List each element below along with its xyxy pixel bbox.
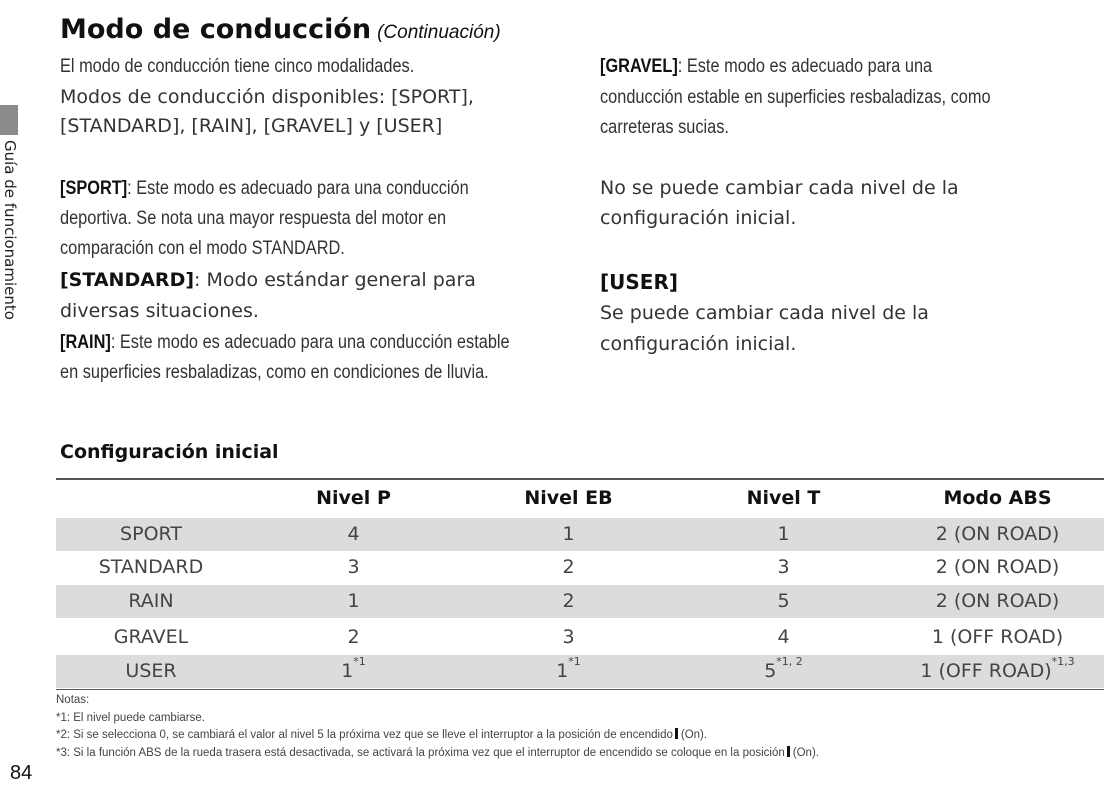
gravel-label: [GRAVEL] (600, 56, 678, 77)
ignition-on-bar-icon (675, 728, 678, 739)
notes-heading: Notas: (56, 694, 90, 706)
fixed-levels-line-2: configuración inicial. (600, 207, 797, 229)
gravel-desc-line-1: [GRAVEL]: Este modo es adecuado para una (600, 56, 933, 77)
footnote-ref: *1 (353, 655, 366, 668)
page-number: 84 (10, 762, 33, 784)
table-row: USER 1$^{*1}$ 1$^{*1}$ 5$^{*1, 2}$ 1 (OFF ROAD)$^{*1,3}$ (56, 655, 1104, 688)
title-main: Modo de conducción (60, 14, 372, 45)
side-section-label: Guía de funcionamiento (1, 140, 19, 320)
note-3: *3: Si la función ABS de la rueda trasera está desactivada, se activará la próxima vez que el interruptor de encendido se coloque en la posición (On). (56, 746, 819, 759)
rain-desc-line-2: en superficies resbaladizas, como en condiciones de lluvia. (60, 362, 489, 383)
ignition-on-bar-icon (787, 746, 790, 757)
note-2: *2: Si se selecciona 0, se cambiará el valor al nivel 5 la próxima vez que se lleve el interruptor a la posición de encendido (On). (56, 729, 708, 741)
table-row: GRAVEL 2 3 4 1 (OFF ROAD) (113, 626, 1064, 648)
sport-label: [SPORT] (60, 178, 128, 199)
user-desc-line-1: Se puede cambiar cada nivel de la (600, 302, 929, 324)
intro-text: El modo de conducción tiene cinco modalidades. (60, 56, 415, 77)
table-row: RAIN 1 2 5 2 (ON ROAD) (56, 585, 1104, 618)
table-title: Configuración inicial (60, 441, 279, 463)
user-heading: [USER] (600, 270, 678, 294)
footnotes (56, 692, 819, 762)
footnote-ref: *1 (568, 655, 581, 668)
note-1: *1: El nivel puede cambiarse. (56, 711, 205, 724)
header-nivel-eb: Nivel EB (524, 487, 613, 509)
header-nivel-p: Nivel P (316, 487, 391, 509)
table-bottom-rule (56, 689, 1104, 690)
table-row: SPORT 4 1 1 2 (ON ROAD) (56, 518, 1104, 551)
footnote-ref: *1, 2 (776, 655, 803, 668)
header-nivel-t: Nivel T (746, 487, 821, 509)
fixed-levels-line-1: No se puede cambiar cada nivel de la (600, 177, 959, 199)
user-desc-line-2: configuración inicial. (600, 333, 797, 355)
header-modo-abs: Modo ABS (943, 487, 1052, 509)
standard-label: [STANDARD] (60, 269, 195, 291)
table-row: STANDARD 3 2 3 2 (ON ROAD) (98, 556, 1060, 578)
gravel-desc-line-3: carreteras sucias. (600, 117, 729, 138)
sport-desc-line-2: deportiva. Se nota una mayor respuesta del motor en (60, 208, 447, 229)
footnote-ref: *1,3 (1051, 655, 1075, 668)
sport-desc-line-1: [SPORT]: Este modo es adecuado para una conducción (60, 178, 469, 199)
modes-line-1: Modos de conducción disponibles: [SPORT], (60, 86, 474, 108)
rain-desc-line-1: [RAIN]: Este modo es adecuado para una conducción estable (60, 332, 510, 353)
table-header-row (56, 478, 1104, 511)
standard-desc-line-1: [STANDARD]: Modo estándar general para (60, 269, 476, 291)
rain-label: [RAIN] (60, 332, 111, 353)
title-continuation: (Continuación) (377, 22, 501, 43)
section-tab-marker (0, 105, 18, 135)
standard-desc-line-2: diversas situaciones. (60, 300, 259, 322)
sport-desc-line-3: comparación con el modo STANDARD. (60, 238, 345, 259)
gravel-desc-line-2: conducción estable en superficies resbaladizas, como (600, 87, 991, 108)
header-mode (56, 483, 246, 513)
modes-line-2: [STANDARD], [RAIN], [GRAVEL] y [USER] (60, 115, 443, 137)
page-title (60, 14, 501, 45)
